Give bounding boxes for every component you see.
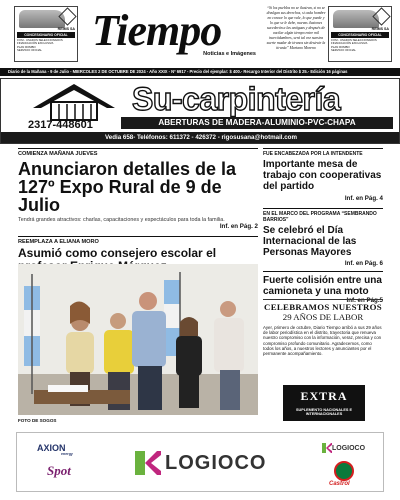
dealer-line: PLAN ROMBO bbox=[17, 44, 36, 49]
ad-phone: 2317-448601 bbox=[28, 119, 93, 131]
anniversary-line1: CELEBRAMOS NUESTROS bbox=[264, 302, 382, 312]
dealer-title: CONCESIONARIO OFICIAL bbox=[17, 32, 75, 38]
masthead-quote: “Si los pueblos no se ilustran, si no se divulgan sus derechos, si cada hombre no conoce lo que vale, lo que puede y lo que se le debe, nuevas ilusiones sucederán a las antiguas y después de vacilar algún tiempo entre mil incertidumbres, será tal vez nuestra suerte mudar de tiranos sin destruir la tiranía” Mariano Moreno bbox=[266, 6, 326, 50]
ad-contact-bar: Vedia 658- Teléfonos: 611372 - 426372 - rigosusana@hotmail.com bbox=[1, 132, 399, 143]
lead-kicker: COMIENZA MAÑANA JUEVES bbox=[18, 151, 98, 157]
logioco-logo bbox=[133, 449, 266, 477]
castrol-text: Castrol bbox=[329, 481, 350, 487]
axion-logo bbox=[37, 443, 73, 456]
anniversary-notice bbox=[263, 299, 383, 356]
lead-headline[interactable]: Anunciaron detalles de la 127º Expo Rural de 9 de Julio bbox=[18, 159, 237, 215]
logioco-small-logo bbox=[322, 443, 365, 453]
spot-logo: Spot bbox=[47, 463, 71, 478]
extra-subtitle: SUPLEMENTO NACIONALES E INTERNACIONALES bbox=[295, 408, 353, 417]
side1-kicker: FUE ENCABEZADA POR LA INTENDENTE bbox=[263, 151, 363, 157]
dealer-lines bbox=[17, 39, 75, 53]
dealer-lines bbox=[331, 39, 389, 53]
side-column bbox=[263, 148, 383, 304]
lead-page-ref[interactable]: Inf. en Pág. 2 bbox=[219, 223, 258, 230]
logo-subtitle: Noticias e Imágenes bbox=[203, 51, 256, 57]
divider bbox=[263, 299, 383, 300]
dealer-brand: REIMS SA bbox=[371, 27, 389, 31]
second-headline[interactable]: Asumió como consejero escolar el bbox=[18, 246, 217, 260]
newspaper-logo[interactable] bbox=[92, 6, 260, 57]
logo-text: Tiempo bbox=[92, 6, 222, 55]
dealer-brand: REIMS SA bbox=[57, 27, 75, 31]
side1-headline[interactable]: Importante mesa de trabajo con cooperativas del partido bbox=[263, 159, 382, 192]
logioco-small-text: LOGIOCO bbox=[332, 444, 366, 452]
dealer-title: CONCESIONARIO OFICIAL bbox=[331, 32, 389, 38]
car-icon bbox=[333, 10, 379, 28]
dealer-line: SERVICIO OFICIAL bbox=[17, 48, 42, 53]
masthead bbox=[0, 0, 400, 70]
main-column bbox=[18, 148, 258, 282]
extra-supplement-box[interactable] bbox=[283, 385, 365, 421]
photo-caption: FOTO DE SOGOS bbox=[18, 418, 57, 423]
issue-info-bar: Diario de la Mañana - 9 de Julio - MIERCOLES 2 DE OCTUBRE DE 2024 - Año XXIX - Nº 6917 - Precio del ejemplar: $ 400.- Recargo Interior del Distrito $ 25.- Edición 16 páginas bbox=[0, 68, 400, 76]
dealer-ad-left[interactable] bbox=[14, 6, 78, 62]
dealer-line: FINANCIACIÓN EXCLUSIVA bbox=[331, 41, 368, 46]
dealer-line: PLAN ROMBO bbox=[331, 44, 350, 49]
logioco-small-icon bbox=[322, 443, 332, 453]
side3-headline[interactable]: Fuerte colisión entre una camioneta y una moto bbox=[263, 275, 382, 297]
side3-page-ref[interactable]: Inf. en Pág.5 bbox=[346, 297, 383, 304]
divider bbox=[263, 271, 383, 272]
anniversary-text: Ayer, primero de octubre, Diario Tiempo arribó a sus 29 años de labor periodística en el distrito, trayectoria que renueva nuestro compromiso con la información, veraz, precisa y con compromiso profundo comunitario. Agradecemos, como todos los años, a nuestros lectores y anunciantes por el permanente acompañamiento. bbox=[263, 325, 382, 357]
group-photo-illustration bbox=[18, 264, 258, 415]
dealer-ad-right[interactable] bbox=[328, 6, 392, 62]
axion-text: AXION bbox=[37, 443, 66, 453]
ad-business-name: Su-carpintería bbox=[132, 81, 341, 117]
news-photo[interactable] bbox=[18, 264, 258, 415]
dealer-line: FINANCIACIÓN EXCLUSIVA bbox=[17, 41, 54, 46]
anniversary-line2: 29 AÑOS DE LABOR bbox=[282, 312, 364, 322]
side1-page-ref[interactable]: Inf. en Pág. 4 bbox=[344, 195, 383, 202]
car-icon bbox=[19, 10, 65, 28]
house-icon bbox=[29, 82, 119, 122]
second-kicker: REEMPLAZA A ELIANA MORO bbox=[18, 239, 99, 245]
dealer-line: SERVICIO OFICIAL bbox=[331, 48, 356, 53]
extra-title: EXTRA bbox=[300, 389, 348, 403]
side2-kicker: EN EL MARCO DEL PROGRAMA “SEMBRANDO BARRIOS” bbox=[263, 211, 377, 223]
logioco-text: LOGIOCO bbox=[165, 451, 267, 474]
ad-tagline: ABERTURAS DE MADERA-ALUMINIO-PVC-CHAPA bbox=[121, 117, 393, 129]
castrol-icon bbox=[334, 461, 354, 481]
side2-headline[interactable]: Se celebró el Día Internacional de las Personas Mayores bbox=[263, 225, 357, 258]
dealer-line: 0 KM - USADOS SELECCIONADOS bbox=[331, 38, 377, 42]
bottom-advertisement[interactable] bbox=[16, 432, 384, 492]
side2-page-ref[interactable]: Inf. en Pág. 6 bbox=[344, 260, 383, 267]
logioco-k-icon bbox=[133, 449, 161, 477]
axion-subtext: energy bbox=[61, 452, 73, 456]
lead-subhead: Tendrá grandes atractivos: charlas, capacitaciones y espectáculos para toda la familia. bbox=[18, 217, 225, 223]
carpentry-ad[interactable] bbox=[0, 78, 400, 144]
dealer-line: 0 KM - USADOS SELECCIONADOS bbox=[17, 38, 63, 42]
